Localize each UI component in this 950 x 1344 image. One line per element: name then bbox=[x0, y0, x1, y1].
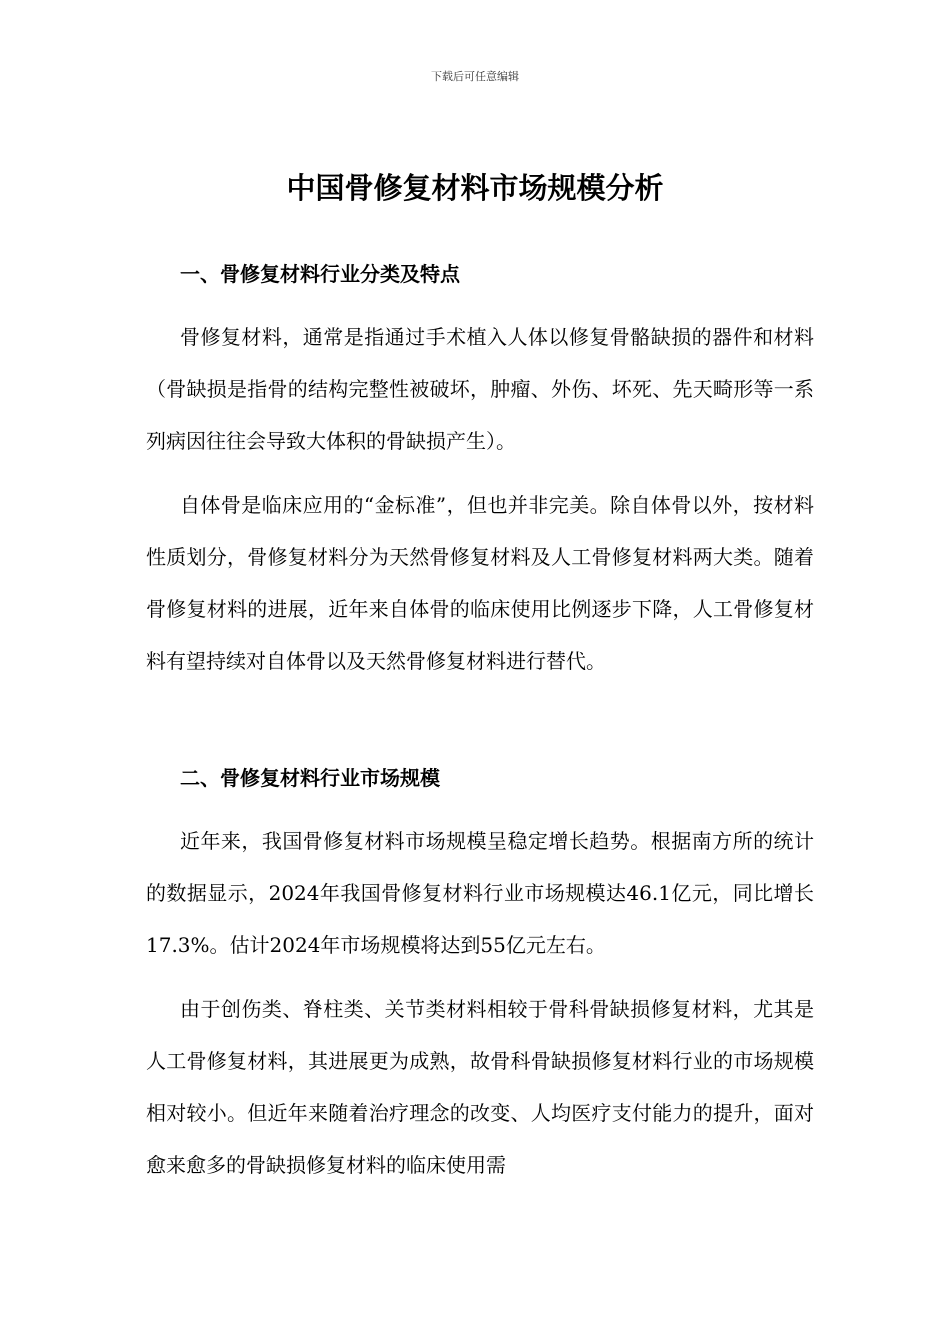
paragraph-2-2: 由于创伤类、脊柱类、关节类材料相较于骨科骨缺损修复材料，尤其是人工骨修复材料，其进展更为成熟，故骨科骨缺损修复材料行业的市场规模相对较小。但近年来随着治疗理念的改变、人均医疗支付能力的提升，面对愈来愈多的骨缺损修复材料的临床使用需 bbox=[146, 997, 814, 1177]
document-title: 中国骨修复材料市场规模分析 bbox=[286, 171, 664, 205]
section-heading-1: 一、骨修复材料行业分类及特点 bbox=[180, 262, 460, 286]
paragraph-1-2: 自体骨是临床应用的“金标准”，但也并非完美。除自体骨以外，按材料性质划分，骨修复材料分为天然骨修复材料及人工骨修复材料两大类。随着骨修复材料的进展，近年来自体骨的临床使用比例逐步下降，人工骨修复材料有望持续对自体骨以及天然骨修复材料进行替代。 bbox=[146, 493, 814, 673]
paragraph-2-1: 近年来，我国骨修复材料市场规模呈稳定增长趋势。根据南方所的统计的数据显示，2024年我国骨修复材料行业市场规模达46.1亿元，同比增长17.3%。估计2024年市场规模将达到55亿元左右。 bbox=[146, 829, 814, 957]
paragraph-1-1: 骨修复材料，通常是指通过手术植入人体以修复骨骼缺损的器件和材料（骨缺损是指骨的结构完整性被破坏，肿瘤、外伤、坏死、先天畸形等一系列病因往往会导致大体积的骨缺损产生）。 bbox=[146, 325, 814, 453]
header-note: 下载后可任意编辑 bbox=[431, 70, 519, 83]
section-heading-2: 二、骨修复材料行业市场规模 bbox=[180, 766, 440, 790]
